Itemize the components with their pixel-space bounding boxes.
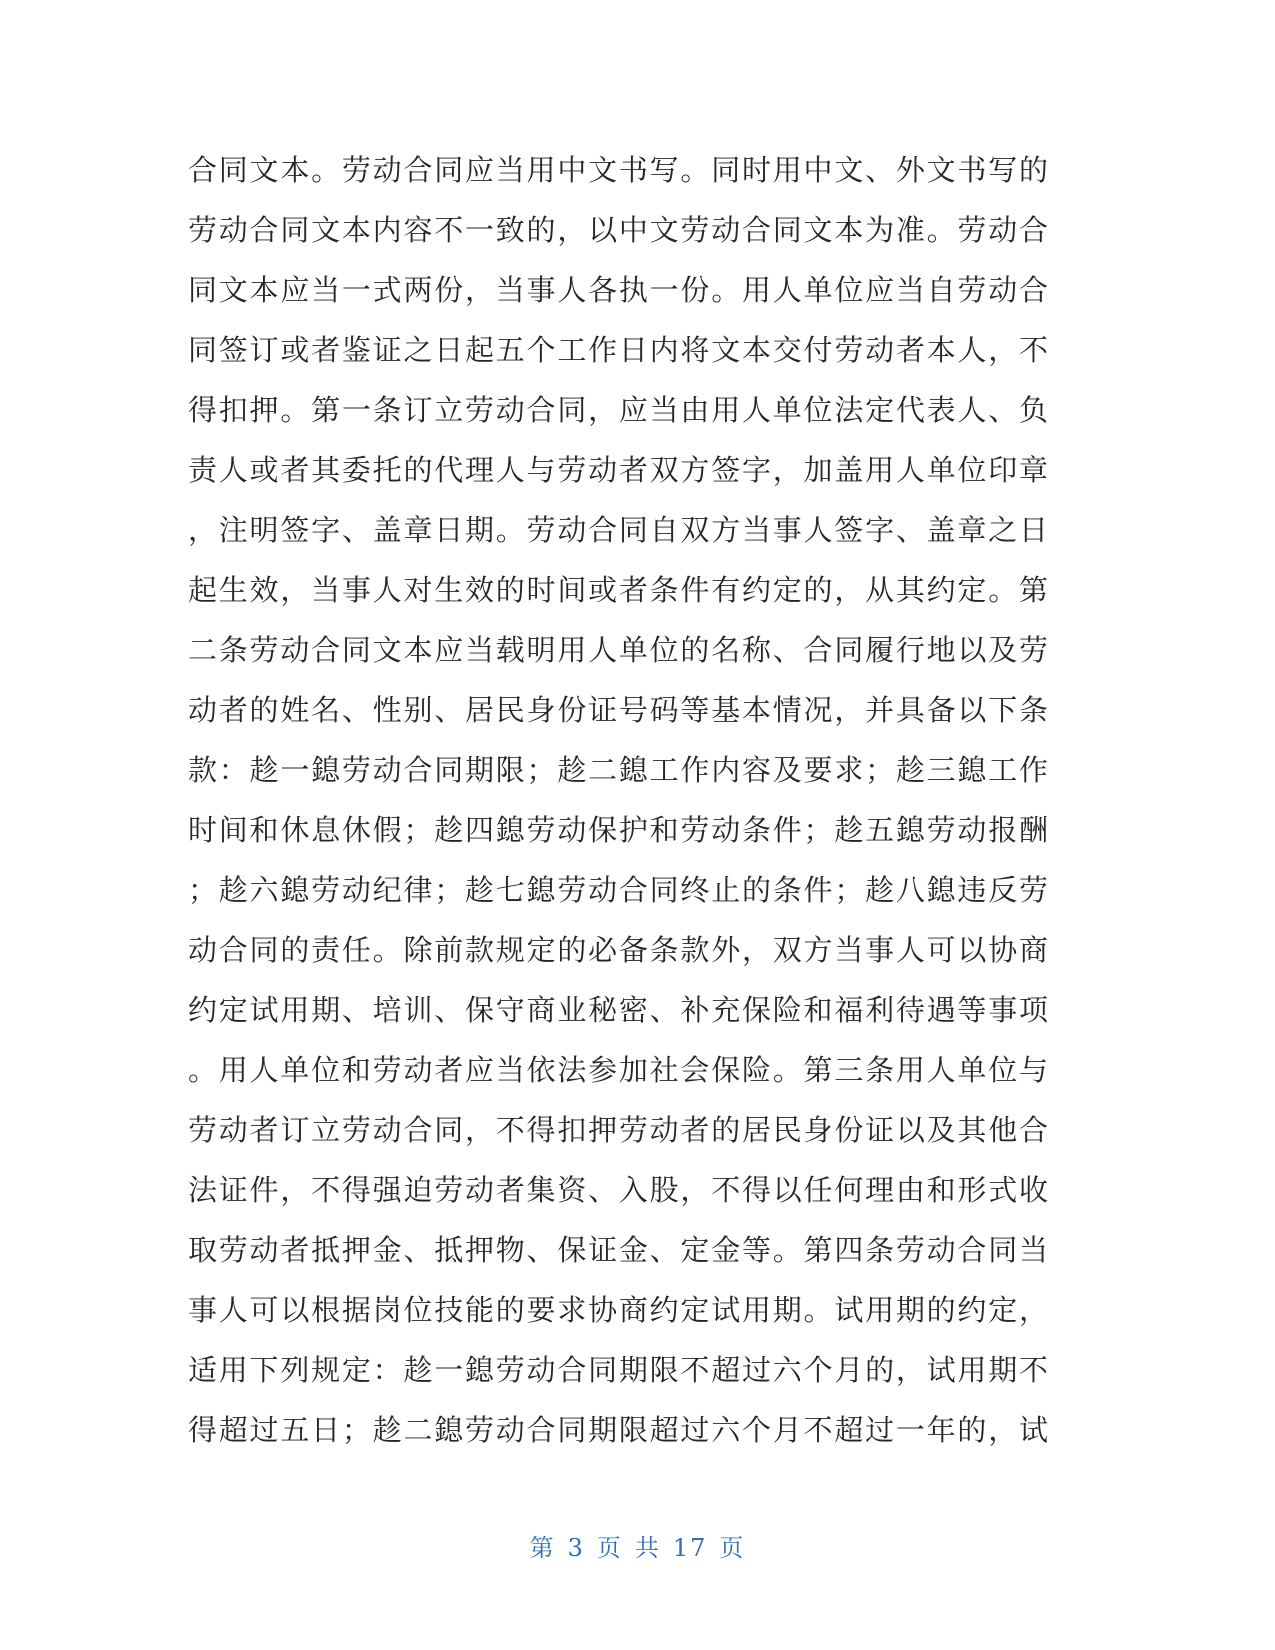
text-line: 合同文本。劳动合同应当用中文书写。同时用中文、外文书写的 [188,153,1048,187]
text-line: 劳动者订立劳动合同，不得扣押劳动者的居民身份证以及其他合 [188,1113,1048,1147]
total-page-count: 17 [672,1534,708,1562]
footer-prefix: 第 [529,1534,556,1562]
current-page-number: 3 [567,1534,585,1562]
text-line: 取劳动者抵押金、抵押物、保证金、定金等。第四条劳动合同当 [188,1233,1048,1267]
text-line: 同签订或者鉴证之日起五个工作日内将文本交付劳动者本人，不 [188,333,1048,367]
text-line: 事人可以根据岗位技能的要求协商约定试用期。试用期的约定， [188,1293,1048,1327]
text-line: 约定试用期、培训、保守商业秘密、补充保险和福利待遇等事项 [188,993,1048,1027]
text-line: 得扣押。第一条订立劳动合同，应当由用人单位法定代表人、负 [188,393,1048,427]
text-line: 起生效，当事人对生效的时间或者条件有约定的，从其约定。第 [188,573,1048,607]
text-line: ，注明签字、盖章日期。劳动合同自双方当事人签字、盖章之日 [188,513,1048,547]
text-line: 劳动合同文本内容不一致的，以中文劳动合同文本为准。劳动合 [188,213,1048,247]
text-line: 动合同的责任。除前款规定的必备条款外，双方当事人可以协商 [188,933,1048,967]
text-line: ；趁六鎴劳动纪律；趁七鎴劳动合同终止的条件；趁八鎴违反劳 [188,873,1048,907]
text-line: 得超过五日；趁二鎴劳动合同期限超过六个月不超过一年的，试 [188,1413,1048,1447]
footer-total-word: 共 [634,1534,661,1562]
text-line: 动者的姓名、性别、居民身份证号码等基本情况，并具备以下条 [188,693,1048,727]
text-line: 时间和休息休假；趁四鎴劳动保护和劳动条件；趁五鎴劳动报酬 [188,813,1048,847]
body-text [188,140,1048,1460]
text-line: 责人或者其委托的代理人与劳动者双方签字，加盖用人单位印章 [188,453,1048,487]
text-line: 同文本应当一式两份，当事人各执一份。用人单位应当自劳动合 [188,273,1048,307]
text-line: 适用下列规定：趁一鎴劳动合同期限不超过六个月的，试用期不 [188,1353,1048,1387]
footer-suffix: 页 [719,1534,746,1562]
text-line: 二条劳动合同文本应当载明用人单位的名称、合同履行地以及劳 [188,633,1048,667]
footer-page-word: 页 [596,1534,623,1562]
text-line: 。用人单位和劳动者应当依法参加社会保险。第三条用人单位与 [188,1053,1048,1087]
text-line: 款：趁一鎴劳动合同期限；趁二鎴工作内容及要求；趁三鎴工作 [188,753,1048,787]
text-line: 法证件，不得强迫劳动者集资、入股，不得以任何理由和形式收 [188,1173,1048,1207]
page-footer [0,1528,1275,1563]
